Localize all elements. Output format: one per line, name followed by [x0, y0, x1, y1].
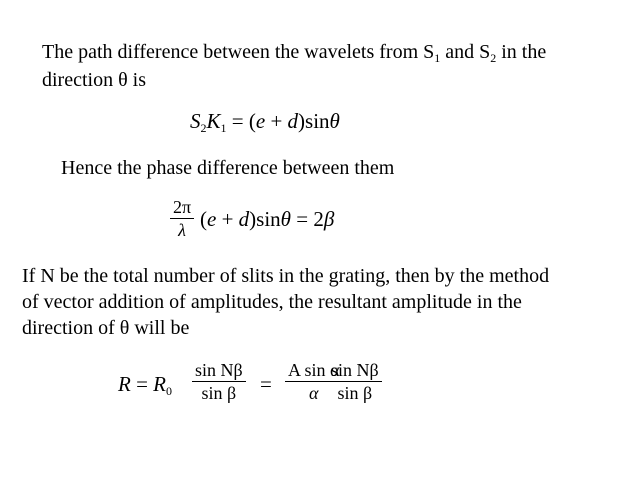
fraction-sin-n-beta-over-sin-beta-2 — [328, 359, 382, 404]
math-symbol: S — [190, 109, 201, 133]
paragraph-line-3: Hence the phase difference between them — [61, 157, 395, 179]
math-operator: )sin — [249, 207, 281, 231]
math-symbol: d — [238, 207, 250, 231]
fraction-sin-n-beta-over-sin-beta — [192, 359, 246, 404]
fraction-two-pi-over-lambda — [170, 196, 194, 241]
math-symbol: e — [207, 207, 217, 231]
subscript: 2 — [200, 121, 207, 135]
math-symbol: e — [255, 109, 266, 133]
math-operator: ( — [200, 207, 207, 231]
text-segment: and S — [440, 41, 491, 63]
math-symbol: R — [153, 372, 166, 396]
math-operator: = — [130, 372, 154, 396]
fraction-numerator: sin Nβ — [331, 360, 379, 380]
fraction-denominator: λ — [178, 220, 186, 240]
equation-resultant-lhs — [118, 372, 172, 403]
fraction-denominator: α — [309, 383, 319, 403]
math-symbol: θ — [329, 109, 340, 133]
fraction-numerator: 2π — [173, 197, 192, 217]
equation-path-difference — [190, 109, 340, 140]
subscript: 2 — [490, 51, 497, 65]
math-symbol: β — [323, 207, 335, 231]
subscript: 1 — [220, 121, 227, 135]
fraction-denominator: sin β — [201, 383, 237, 403]
text-segment: The path difference between the wavelets from S — [42, 41, 435, 63]
paragraph-line-4: If N be the total number of slits in the grating, then by the method — [22, 265, 550, 287]
paragraph-line-5: of vector addition of amplitudes, the resultant amplitude in the — [22, 291, 522, 313]
math-operator: )sin — [298, 109, 330, 133]
math-symbol: K — [206, 109, 221, 133]
subscript: 0 — [166, 384, 172, 398]
math-symbol: R — [118, 372, 131, 396]
equation-equals-sign: = — [260, 372, 272, 396]
paragraph-line-1 — [42, 40, 546, 70]
math-operator: + — [265, 109, 288, 133]
paragraph-line-6: direction of θ will be — [22, 317, 190, 339]
math-symbol: θ — [280, 207, 291, 231]
fraction-denominator: sin β — [337, 383, 373, 403]
fraction-numerator: A sin α — [288, 360, 340, 380]
math-symbol: d — [287, 109, 299, 133]
math-operator: = ( — [226, 109, 256, 133]
math-operator: + — [216, 207, 239, 231]
fraction-numerator: sin Nβ — [195, 360, 243, 380]
subscript: 1 — [434, 51, 441, 65]
equation-phase-difference — [200, 207, 334, 231]
paragraph-line-2: direction θ is — [42, 69, 147, 91]
math-operator: = 2 — [291, 207, 324, 231]
text-segment: in the — [496, 41, 547, 63]
